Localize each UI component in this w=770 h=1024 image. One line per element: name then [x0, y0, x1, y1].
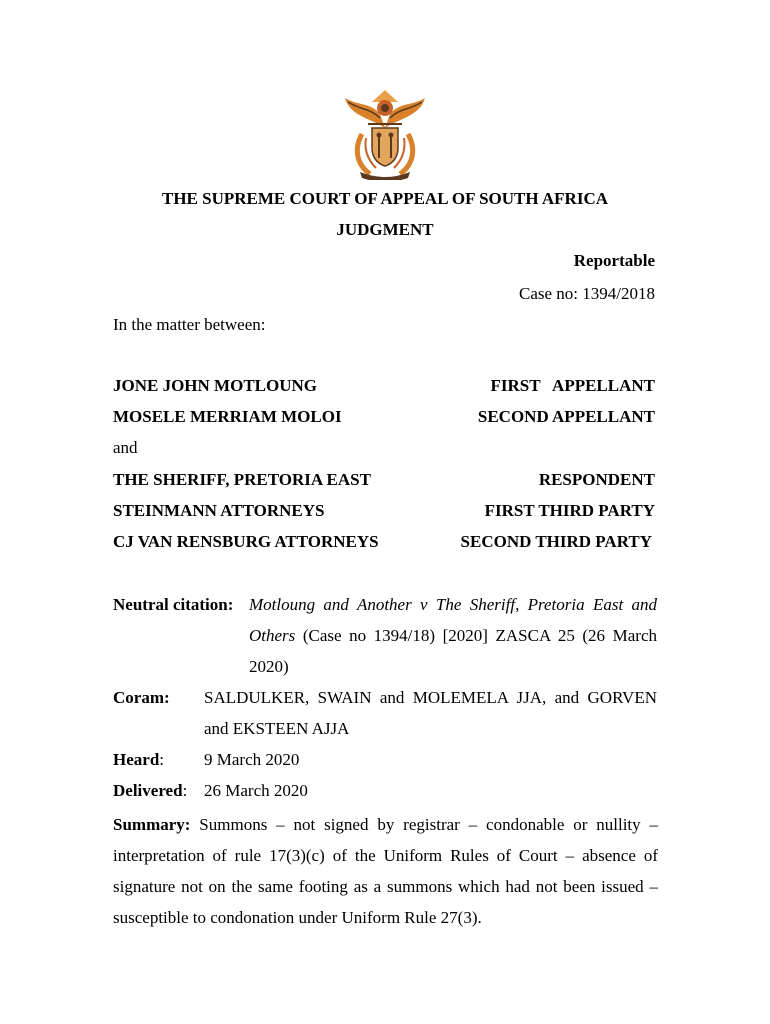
- reportable-label: Reportable: [573, 251, 655, 270]
- document-type: JUDGMENT: [336, 220, 434, 239]
- citation-line-3: 2020): [249, 657, 289, 676]
- coram-label: Coram:: [113, 688, 170, 707]
- party-name: JONE JOHN MOTLOUNG: [113, 376, 318, 395]
- court-title: THE SUPREME COURT OF APPEAL OF SOUTH AFRICA: [161, 189, 609, 208]
- party-role: FIRST THIRD PARTY: [484, 501, 655, 520]
- party-name: STEINMANN ATTORNEYS: [113, 501, 325, 520]
- party-name: CJ VAN RENSBURG ATTORNEYS: [113, 532, 379, 551]
- party-name: MOSELE MERRIAM MOLOI: [113, 407, 342, 426]
- heard-label: Heard:: [113, 750, 165, 769]
- coram-line-2: and EKSTEEN AJJA: [204, 719, 350, 738]
- summary-line-3: signature not on the same footing as a summons which had not been issued –: [113, 877, 658, 896]
- party-role: SECOND APPELLANT: [477, 407, 655, 426]
- party-role: FIRST APPELLANT: [490, 376, 655, 395]
- citation-line-1: Motloung and Another v The Sheriff, Pretoria East and: [249, 595, 657, 614]
- intro-text: In the matter between:: [113, 315, 266, 334]
- citation-line-2: Others (Case no 1394/18) [2020] ZASCA 25 (26 March: [249, 626, 657, 645]
- party-role: RESPONDENT: [538, 470, 655, 489]
- party-name: THE SHERIFF, PRETORIA EAST: [113, 470, 371, 489]
- delivered-label: Delivered:: [113, 781, 188, 800]
- coat-of-arms-logo: [340, 88, 430, 180]
- summary-line-1: Summary: Summons – not signed by registrar – condonable or nullity –: [113, 815, 658, 834]
- party-role: SECOND THIRD PARTY: [460, 532, 652, 551]
- conjunction-text: and: [113, 438, 138, 457]
- citation-label: Neutral citation:: [113, 595, 234, 614]
- summary-line-4: susceptible to condonation under Uniform Rule 27(3).: [113, 908, 482, 927]
- summary-line-2: interpretation of rule 17(3)(c) of the Uniform Rules of Court – absence of: [113, 846, 658, 865]
- heard-date: 9 March 2020: [204, 750, 300, 769]
- delivered-date: 26 March 2020: [204, 781, 308, 800]
- coram-line-1: SALDULKER, SWAIN and MOLEMELA JJA, and GORVEN: [204, 688, 657, 707]
- case-number: Case no: 1394/2018: [519, 284, 655, 303]
